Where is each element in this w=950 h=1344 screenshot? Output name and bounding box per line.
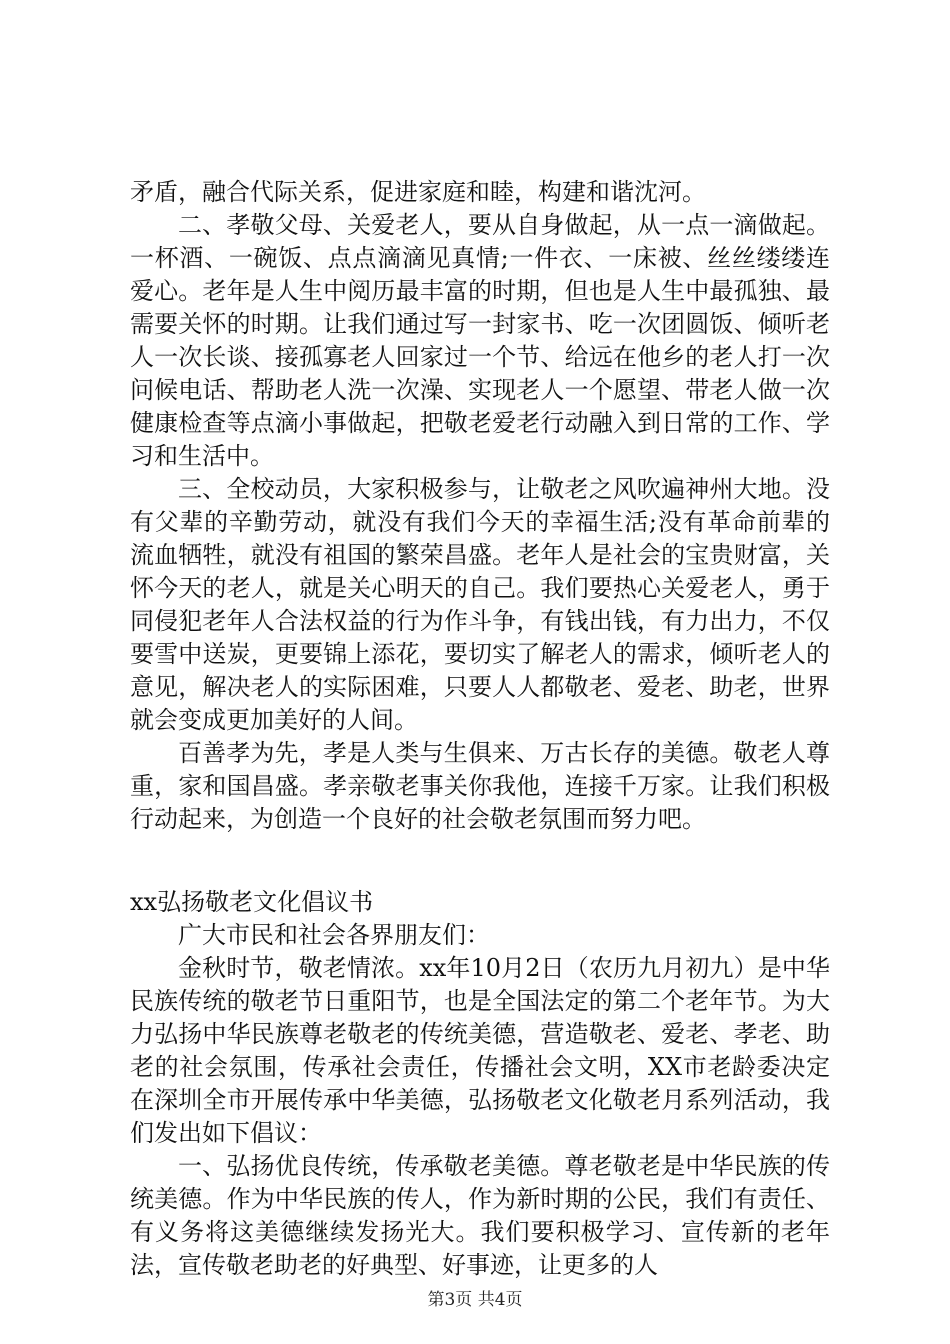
paragraph-point-two: 二、孝敬父母、关爱老人，要从自身做起，从一点一滴做起。一杯酒、一碗饭、点点滴滴见真情;一件衣、一床被、丝丝缕缕连爱心。老年是人生中阅历最丰富的时期，但也是人生中最孤独、最需要关怀的时期。让我们通过写一封家书、吃一次团圆饭、倾听老人一次长谈、接孤寡老人回家过一个节、给远在他乡的老人打一次问候电话、帮助老人洗一次澡、实现老人一个愿望、带老人做一次健康检查等点滴小事做起，把敬老爱老行动融入到日常的工作、学习和生活中。 — [130, 211, 830, 470]
salutation: 广大市民和社会各界朋友们： — [178, 921, 490, 949]
paragraph-intro: 金秋时节，敬老情浓。xx年10月2日（农历九月初九）是中华民族传统的敬老节日重阳节，也是全国法定的第二个老年节。为大力弘扬中华民族尊老敬老的传统美德，营造敬老、爱老、孝老、助老的社会氛围，传承社会责任，传播社会文明，XX市老龄委决定在深圳全市开展传承中华美德，弘扬敬老文化敬老月系列活动，我们发出如下倡议： — [130, 954, 830, 1147]
section-title: xx弘扬敬老文化倡议书 — [130, 888, 374, 916]
paragraph-continuation: 矛盾，融合代际关系，促进家庭和睦，构建和谐沈河。 — [130, 178, 706, 206]
paragraph-closing: 百善孝为先，孝是人类与生俱来、万古长存的美德。敬老人尊重，家和国昌盛。孝亲敬老事关你我他，连接千万家。让我们积极行动起来，为创造一个良好的社会敬老氛围而努力吧。 — [130, 739, 830, 833]
paragraph-point-one: 一、弘扬优良传统，传承敬老美德。尊老敬老是中华民族的传统美德。作为中华民族的传人，作为新时期的公民，我们有责任、有义务将这美德继续发扬光大。我们要积极学习、宣传新的老年法，宣传敬老助老的好典型、好事迹，让更多的人 — [130, 1152, 830, 1279]
document-body — [130, 176, 830, 1282]
page-footer: 第3页 共4页 — [427, 1290, 523, 1310]
section-spacer — [130, 836, 830, 886]
paragraph-point-three: 三、全校动员，大家积极参与，让敬老之风吹遍神州大地。没有父辈的辛勤劳动，就没有我们今天的幸福生活;没有革命前辈的流血牺牲，就没有祖国的繁荣昌盛。老年人是社会的宝贵财富，关怀今天的老人，就是关心明天的自己。我们要热心关爱老人，勇于同侵犯老年人合法权益的行为作斗争，有钱出钱，有力出力，不仅要雪中送炭，更要锦上添花，要切实了解老人的需求，倾听老人的意见，解决老人的实际困难，只要人人都敬老、爱老、助老，世界就会变成更加美好的人间。 — [130, 475, 830, 734]
